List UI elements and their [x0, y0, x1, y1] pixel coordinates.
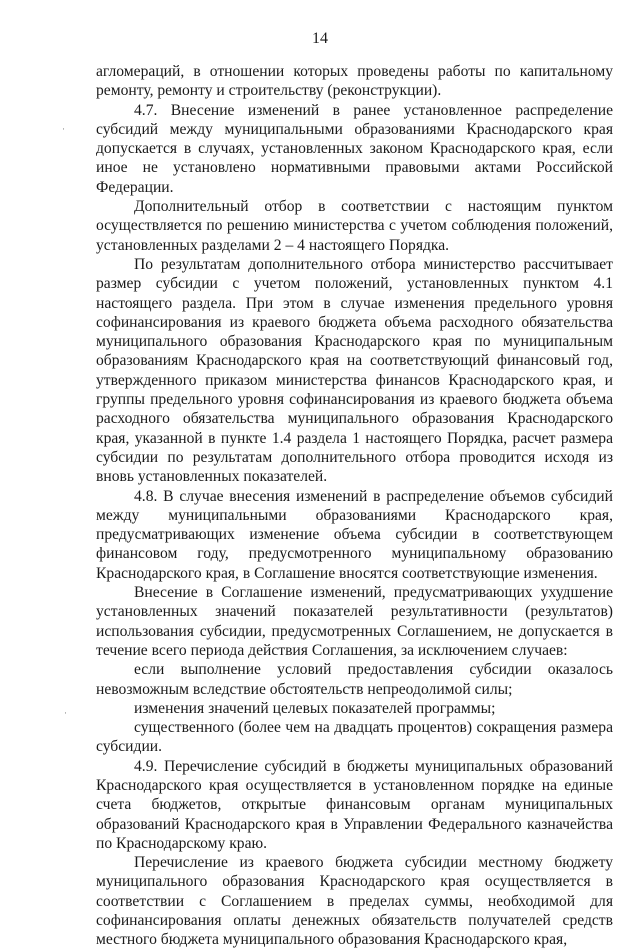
paragraph: Дополнительный отбор в соответствии с настоящим пунктом осуществляется по решению министерства с учетом соблюдения положений, установленных разделами 2 – 4 настоящего Порядка. [96, 198, 613, 254]
paragraph: агломераций, в отношении которых проведены работы по капитальному ремонту, ремонту и строительству (реконструкции). [96, 63, 613, 100]
paragraph: 4.7. Внесение изменений в ранее установленное распределение субсидий между муниципальными образованиями Краснодарского края допускается в случаях, установленных законом Краснодарского края, если иное не установлено нормативными правовыми актами Российской Федерации. [96, 101, 613, 196]
paragraph: если выполнение условий предоставления субсидии оказалось невозможным вследствие обстоятельств непреодолимой силы; [96, 661, 613, 698]
paragraph: изменения значений целевых показателей программы; [134, 699, 496, 717]
paragraph: 4.9. Перечисление субсидий в бюджеты муниципальных образований Краснодарского края осуществляется в установленном порядке на единые счета бюджетов, открытые финансовым органам муниципальных образований Краснодарского края в Управлении Федерального казначейства по Краснодарскому краю. [96, 757, 613, 852]
document-body [96, 62, 613, 950]
margin-mark: · [62, 124, 65, 134]
paragraph: По результатам дополнительного отбора министерство рассчитывает размер субсидии с учетом положений, установленных пунктом 4.1 настоящего раздела. При этом в случае изменения предельного уровня софинансирования из краевого бюджета объема расходного обязательства муниципального образования Краснодарского края по муниципальным образованиям Краснодарского края на соответствующий финансовый год, утвержденного приказом министерства финансов Краснодарского края, и группы предельного уровня софинансирования из краевого бюджета объема расходного обязательства муниципального образования Краснодарского края, указанной в пункте 1.4 раздела 1 настоящего Порядка, расчет размера субсидии по результатам дополнительного отбора проводится исходя из вновь установленных показателей. [96, 255, 613, 486]
paragraph: Внесение в Соглашение изменений, предусматривающих ухудшение установленных значений показателей результативности (результатов) использования субсидии, предусмотренных Соглашением, не допускается в течение всего периода действия Соглашения, за исключением случаев: [96, 584, 613, 659]
paragraph: Перечисление из краевого бюджета субсидии местному бюджету муниципального образования Краснодарского края осуществляется в соответствии с Соглашением в пределах суммы, необходимой для софинансирования оплаты денежных обязательств получателей средств местного бюджета муниципального образования Краснодарского края, [96, 854, 613, 949]
paragraph: существенного (более чем на двадцать процентов) сокращения размера субсидии. [96, 719, 613, 756]
margin-mark: · [64, 708, 67, 718]
paragraph: 4.8. В случае внесения изменений в распределение объемов субсидий между муниципальными образованиями Краснодарского края, предусматривающих изменение объема субсидии в соответствующем финансовом году, предусмотренного муниципальному образованию Краснодарского края, в Соглашение вносятся соответствующие изменения. [96, 487, 613, 582]
page-number: 14 [312, 30, 328, 47]
